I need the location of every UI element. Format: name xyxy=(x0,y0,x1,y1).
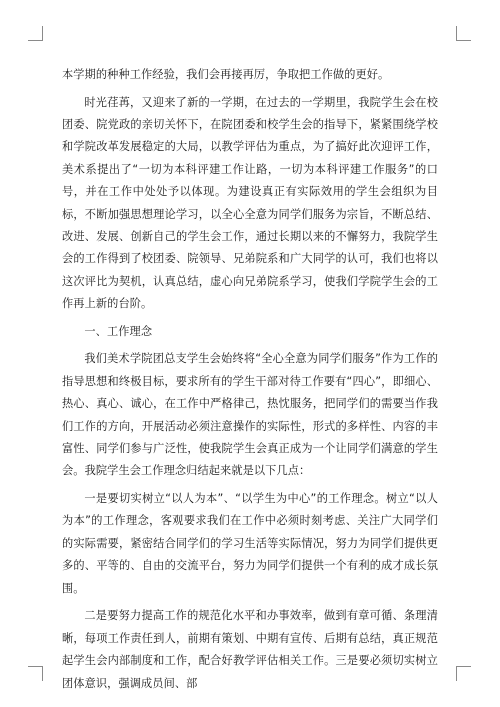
paragraph-point-one: 一是要切实树立“以人为本”、“以学生为中心”的工作理念。树立“以人为本”的工作理念，客观要求我们在工作中必须时刻考虑、关注广大同学们的实际需要，紧密结合同学们的学习生活等实际情况，努力为同学们提供更多的、平等的、自由的交流平台，努力为同学们提供一个有利的成才成长氛围。 xyxy=(62,492,438,595)
section-heading-work-philosophy: 一、工作理念 xyxy=(84,324,153,338)
crop-mark-top-right xyxy=(456,26,471,41)
paragraph-point-two: 二是要努力提高工作的规范化水平和办事效率，做到有章可循、条理清晰，每项工作责任到人，前期有策划、中期有宣传、后期有总结，真正规范起学生会内部制度和工作，配合好教学评估相关工作。三是要必须切实树立团体意识，强调成员间、部 xyxy=(62,609,438,690)
crop-mark-top-left xyxy=(28,26,43,41)
document-body xyxy=(62,64,438,700)
paragraph-intro: 时光荏苒，又迎来了新的一学期，在过去的一学期里，我院学生会在校团委、院党政的亲切关怀下，在院团委和校学生会的指导下，紧紧围绕学校和学院改革发展稳定的大局，以教学评估为重点，为了搞好此次迎评工作，美术系提出了“一切为本科评建工作让路，一切为本科评建工作服务”的口号，并在工作中处处予以体现。为建设真正有实际效用的学生会组织为目标，不断加强思想理论学习，以全心全意为同学们服务为宗旨，不断总结、改进、发展、创新自己的学生会工作，通过长期以来的不懈努力，我院学生会的工作得到了校团委、院领导、兄弟院系和广大同学的认可，我们也将以这次评比为契机，认真总结，虚心向兄弟院系学习，使我们学院学生会的工作再上新的台阶。 xyxy=(62,95,438,311)
crop-mark-bottom-left xyxy=(28,666,43,681)
paragraph-continuation: 本学期的种种工作经验，我们会再接再厉，争取把工作做的更好。 xyxy=(62,68,390,81)
crop-mark-bottom-right xyxy=(456,666,471,681)
paragraph-philosophy: 我们美术学院团总支学生会始终将“全心全意为同学们服务”作为工作的指导思想和终极目标，要求所有的学生干部对待工作要有“四心”，即细心、热心、真心、诚心，在工作中严格律己，热忱服务，把同学们的需要当作我们工作的方向，开展活动必须注意操作的实际性，形式的多样性、内容的丰富性、同学们参与广泛性，使我院学生会真正成为一个让同学们满意的学生会。我院学生会工作理念归结起来就是以下几点： xyxy=(62,352,438,478)
